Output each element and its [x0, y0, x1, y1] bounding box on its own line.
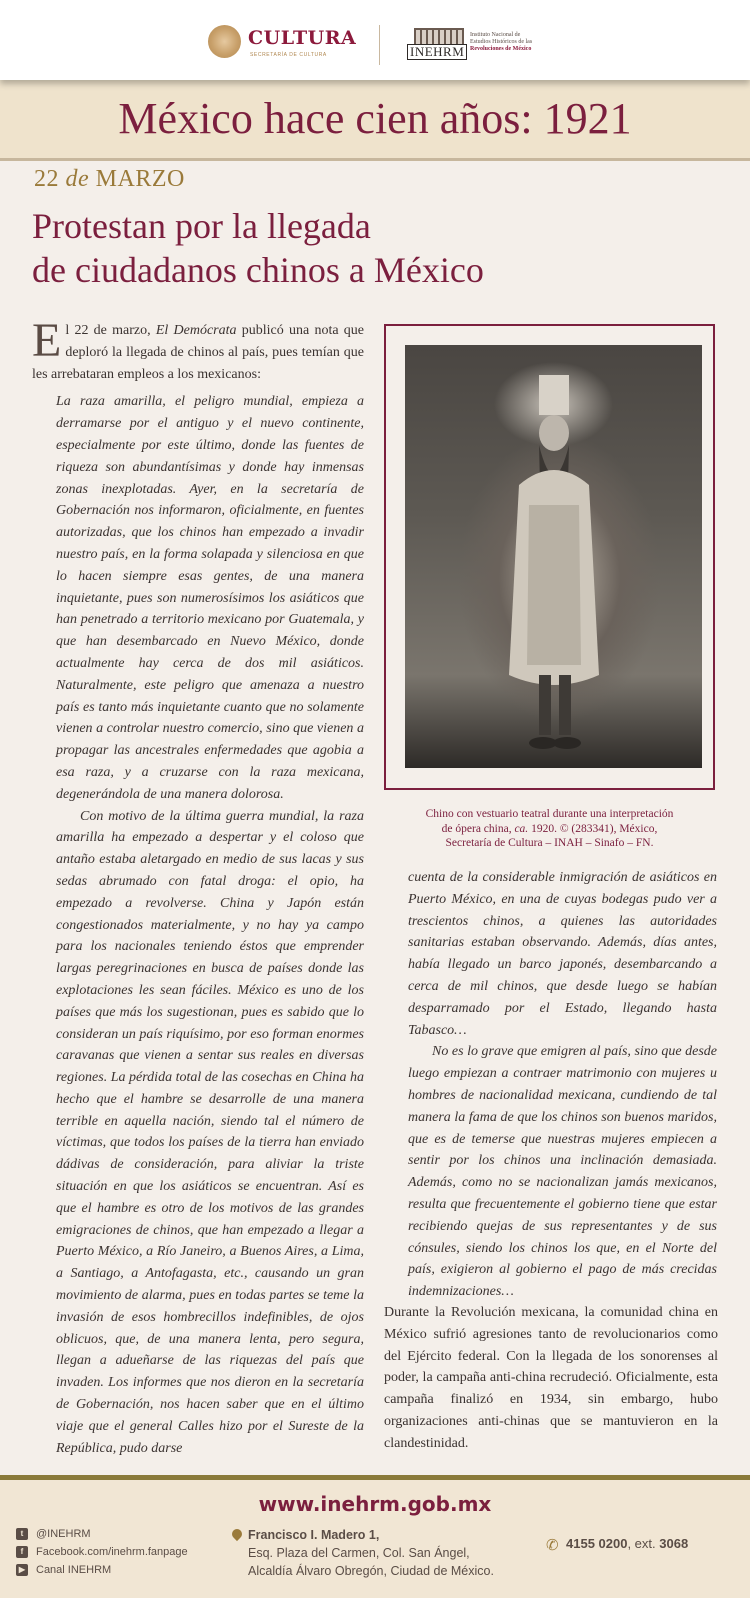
- closing-paragraph: Durante la Revolución mexicana, la comunidad china en México sufrió agresiones tanto de revolucionarios como del Ejército federal. Con la llegada de los sonorenses al poder, la campaña anti-china recrudeció. Oficialmente, esta campaña finalizó en 1934, sin embargo, hubo organizaciones anti-chinas que se mantuvieron en la clandestinidad.: [384, 1305, 718, 1451]
- quote-paragraph-1: La raza amarilla, el peligro mundial, empieza a derramarse por el antiguo y el nuevo continente, especialmente por este último, donde las fuentes de riqueza son abundantísimas y donde hay inmensas zonas inexplotadas. Ayer, en la secretaría de Gobernación nos informaron, oficialmente, en fuentes autorizadas, que los chinos han empezado a invadir nuestro país, en la forma solapada y silenciosa en que lo hacen siempre esas gentes, de una manera inquietante, pues son numerosísimos los asiáticos que han penetrado a territorio mexicano por Guatemala, y que han desembarcado en Nuevo México, donde actualmente hay cerca de dos mil asiáticos. Naturalmente, este peligro que amenaza a nuestro país es tanto más inquietante cuanto que no solamente vienen a controlar nuestro comercio, sino que vienen a propagar las ancestrales enfermedades que agobia a esa raza, y a cruzarse con la raza mexicana, degenerándola de una manera dolorosa.: [56, 394, 364, 802]
- article-date: 22 de MARZO: [34, 166, 185, 192]
- left-column: [32, 314, 364, 1459]
- twitter-icon: t: [16, 1528, 28, 1540]
- footer: [0, 1480, 750, 1598]
- cultura-wordmark: CULTURA: [248, 27, 357, 49]
- inehrm-logo[interactable]: [407, 26, 547, 64]
- youtube-icon: ▶: [16, 1564, 28, 1576]
- intro-paragraph: El 22 de marzo, El Demócrata publicó una nota que deploró la llegada de chinos al país, pues temían que les arrebataran empleos a los mexicanos:: [32, 314, 364, 382]
- cultura-logo[interactable]: [208, 25, 358, 65]
- twitter-link[interactable]: t @INEHRM: [16, 1525, 188, 1543]
- youtube-link[interactable]: ▶ Canal INEHRM: [16, 1561, 188, 1579]
- photo-frame: [384, 324, 715, 790]
- quote-paragraph-4: No es lo grave que emigren al país, sino que desde luego empiezan a contraer matrimonio con mujeres u hombres de nacionalidad mexicana, cundiendo de tal manera la fama de que los chinos son buenos maridos, que es de temerse que nuestras mujeres empiecen a sentir por los chinos una inclinación demasiada. Además, como no se nacionalizan jamás mexicanos, resulta que frecuentemente el gobierno tiene que estar recibiendo quejas de sus representantes y de sus cónsules, siendo los chinos los que, en el Norte del país, exigieron al gobierno el pago de más crecidas indemnizaciones…: [408, 1044, 717, 1300]
- quote-paragraph-2: Con motivo de la última guerra mundial, la raza amarilla ha empezado a despertar y el coloso que antaño estaba aletargado en medio de sus lacas y sus sedas abrumado con fatal droga: el opio, ha empezado a revolverse. China y Japón están congestionados materialmente, y no hay ya campo para los nacionales teniendo éstos que emprender largas peregrinaciones en busca de países donde las explotaciones les sean fáciles. México es uno de los países que más los sugestionan, pues es sabido que lo consideran un país riquísimo, por eso forman enormes caravanas que vienen a sentar sus reales en diversas regiones. La pérdida total de las cosechas en China ha hecho que el hambre se desarrolle de una manera terrible en aquella nación, siendo tal el número de víctimas, que todos los países de la tierra han enviado dádivas de consideración, para aliviar la triste situación en que los asiáticos se encuentran. Así es que el hambre es otro de los motivos de las grandes emigraciones de chinos, que han empezado a llegar a Puerto México, a Río Janeiro, a Buenos Aires, a Lima, a Santiago, a Antofagasta, etc., causando un gran movimiento de alarma, pues en todas partes se teme la invasión de esos hombrecillos indefinibles, de ojos oblicuos, que, de una manera lenta, pero segura, llegan a adueñarse de las riquezas del país que invaden. Los informes que nos dieron en la secretaría de Gobernación, nos hacen saber que en el último viaje que el general Calles hizo por el Sureste de la República, pudo darse: [56, 808, 364, 1456]
- historical-photo: [405, 345, 702, 768]
- social-links: [16, 1525, 188, 1579]
- phone-icon: ✆: [546, 1537, 559, 1554]
- page-title: México hace cien años: 1921: [118, 94, 632, 143]
- photo-caption: Chino con vestuario teatral durante una interpretación de ópera china, ca. 1920. © (283341), México, Secretaría de Cultura – INAH – Sinafo – FN.: [425, 808, 674, 849]
- newspaper-name: El Demócrata: [155, 323, 237, 338]
- article-headline: Protestan por la llegada de ciudadanos chinos a México: [32, 206, 484, 290]
- location-pin-icon: [230, 1527, 244, 1541]
- drop-cap: E: [32, 314, 62, 367]
- facebook-icon: f: [16, 1546, 28, 1558]
- inehrm-wordmark: INEHRM: [407, 44, 467, 60]
- website-link[interactable]: www.inehrm.gob.mx: [258, 1492, 492, 1516]
- quote-paragraph-3: cuenta de la considerable inmigración de asiáticos en Puerto México, en una de cuyas bodegas pudo ver a trescientos chinos, a quienes las autoridades sanitarias estaban observando. Además, días antes, había llegado un barco japonés, desembarcando a cerca de mil chinos, que desde luego se habían desparramado por el Estado, llegando hasta Tabasco…: [408, 870, 717, 1038]
- cultura-subtitle: SECRETARÍA DE CULTURA: [250, 52, 327, 58]
- coat-of-arms-seal-icon: [208, 25, 241, 58]
- header-bar: [0, 0, 750, 80]
- inehrm-full-name: Instituto Nacional de Estudios Históricos de las Revoluciones de México: [470, 32, 533, 52]
- logo-divider: [379, 25, 380, 65]
- address: Francisco I. Madero 1, Esq. Plaza del Carmen, Col. San Ángel, Alcaldía Álvaro Obregón, Ciudad de México.: [248, 1526, 494, 1580]
- facebook-link[interactable]: f Facebook.com/inehrm.fanpage: [16, 1543, 188, 1561]
- phone-number[interactable]: ✆ 4155 0200, ext. 3068: [546, 1536, 689, 1554]
- opera-costume-figure: [509, 375, 599, 755]
- title-band: [0, 80, 750, 161]
- right-column-quote: [408, 867, 717, 1303]
- building-icon: [414, 28, 464, 44]
